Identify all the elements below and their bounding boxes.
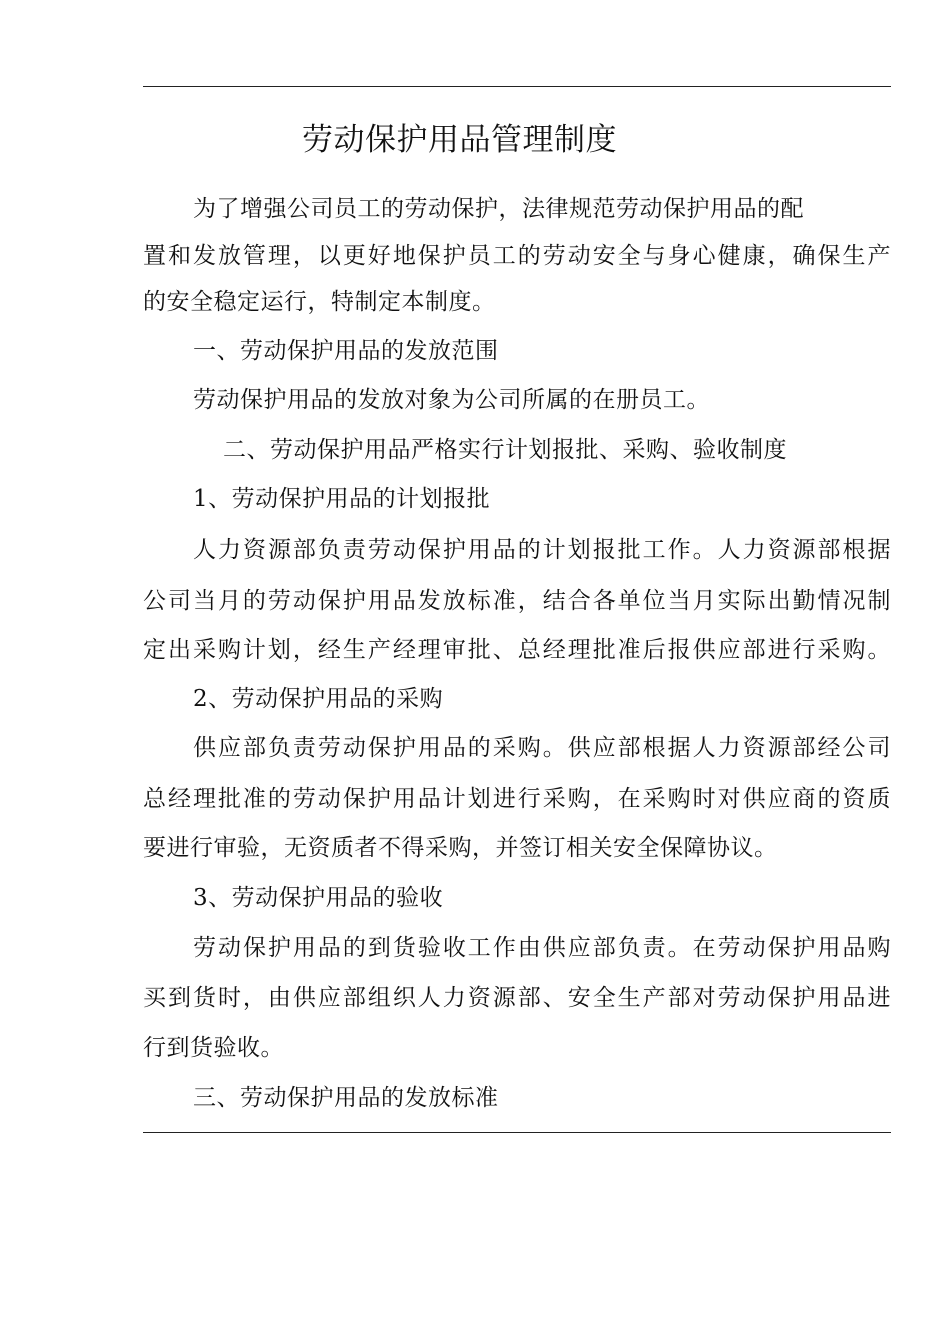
subsection-heading: 3、劳动保护用品的验收 bbox=[193, 885, 444, 911]
paragraph-line: 为了增强公司员工的劳动保护，法律规范劳动保护用品的配 bbox=[193, 196, 804, 222]
paragraph-line: 买到货时，由供应部组织人力资源部、安全生产部对劳动保护用品进 bbox=[143, 985, 891, 1011]
paragraph-line: 公司当月的劳动保护用品发放标准，结合各单位当月实际出勤情况制 bbox=[143, 588, 891, 614]
section-heading: 三、劳动保护用品的发放标准 bbox=[193, 1085, 499, 1111]
subsection-heading: 2、劳动保护用品的采购 bbox=[193, 686, 444, 712]
section-heading: 一、劳动保护用品的发放范围 bbox=[193, 338, 499, 364]
subsection-heading: 1、劳动保护用品的计划报批 bbox=[193, 486, 491, 512]
paragraph-line: 要进行审验，无资质者不得采购，并签订相关安全保障协议。 bbox=[143, 835, 778, 861]
paragraph-line: 行到货验收。 bbox=[143, 1035, 284, 1061]
header-rule bbox=[143, 86, 891, 87]
section-heading: 二、劳动保护用品严格实行计划报批、采购、验收制度 bbox=[223, 437, 787, 463]
paragraph-line: 劳动保护用品的到货验收工作由供应部负责。在劳动保护用品购 bbox=[193, 935, 891, 961]
paragraph-line: 供应部负责劳动保护用品的采购。供应部根据人力资源部经公司 bbox=[193, 735, 891, 761]
footer-rule bbox=[143, 1132, 891, 1133]
paragraph-line: 人力资源部负责劳动保护用品的计划报批工作。人力资源部根据 bbox=[193, 537, 891, 563]
paragraph-line: 的安全稳定运行，特制定本制度。 bbox=[143, 289, 496, 315]
paragraph-line: 定出采购计划，经生产经理审批、总经理批准后报供应部进行采购。 bbox=[143, 637, 891, 663]
paragraph-line: 置和发放管理，以更好地保护员工的劳动安全与身心健康，确保生产 bbox=[143, 243, 891, 269]
document-title: 劳动保护用品管理制度 bbox=[302, 122, 617, 158]
paragraph-line: 劳动保护用品的发放对象为公司所属的在册员工。 bbox=[193, 387, 710, 413]
paragraph-line: 总经理批准的劳动保护用品计划进行采购，在采购时对供应商的资质 bbox=[143, 786, 891, 812]
